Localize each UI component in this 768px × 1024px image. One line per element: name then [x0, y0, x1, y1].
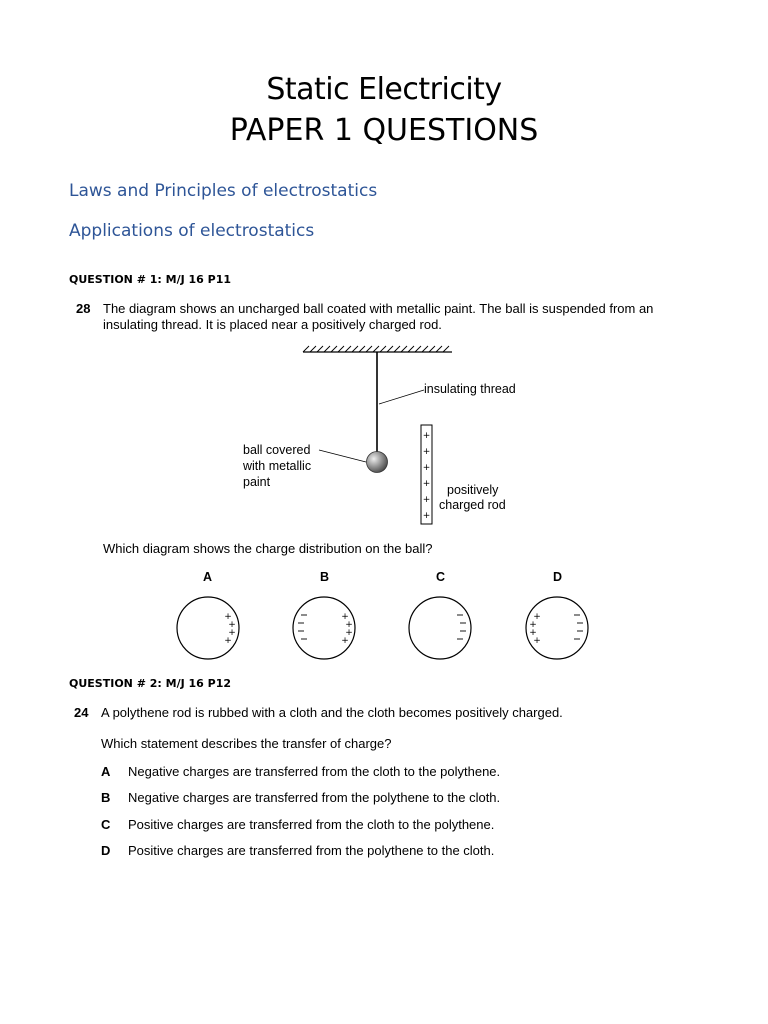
ball-leader-line — [319, 450, 366, 462]
svg-text:+: + — [529, 620, 537, 630]
choice-a-label[interactable]: A — [203, 570, 213, 584]
svg-text:+: + — [422, 511, 431, 521]
choice-c-label[interactable]: C — [436, 570, 446, 584]
ball-label-line3: paint — [243, 475, 271, 489]
question-2-text: A polythene rod is rubbed with a cloth and the cloth becomes positively charged. — [101, 705, 563, 720]
svg-text:+: + — [228, 620, 236, 630]
svg-text:+: + — [345, 620, 353, 630]
svg-text:+: + — [224, 612, 232, 622]
document-title: Static Electricity — [266, 72, 502, 107]
option-d-text[interactable]: Positive charges are transferred from the polythene to the cloth. — [128, 843, 495, 858]
option-a-diagram — [177, 597, 239, 659]
rod-label-line1: positively — [447, 483, 499, 497]
question-1-label: QUESTION # 1: M/J 16 P11 — [69, 273, 232, 286]
choice-d-label[interactable]: D — [553, 570, 563, 584]
question-1-number: 28 — [76, 301, 91, 316]
option-b-letter[interactable]: B — [101, 790, 111, 805]
thread-label: insulating thread — [424, 382, 516, 396]
option-a-text[interactable]: Negative charges are transferred from the cloth to the polythene. — [128, 764, 501, 779]
rod-label-line2: charged rod — [439, 498, 506, 512]
heading-applications[interactable]: Applications of electrostatics — [69, 221, 315, 241]
charged-rod — [421, 425, 432, 524]
svg-text:+: + — [341, 612, 349, 622]
option-d-diagram — [526, 597, 588, 659]
question-1-text-line1: The diagram shows an uncharged ball coated with metallic paint. The ball is suspended from an — [103, 301, 654, 316]
svg-text:+: + — [228, 628, 236, 638]
svg-text:+: + — [224, 636, 232, 646]
svg-text:+: + — [345, 628, 353, 638]
choice-b-label[interactable]: B — [320, 570, 330, 584]
heading-laws[interactable]: Laws and Principles of electrostatics — [69, 181, 378, 201]
option-b-diagram — [293, 597, 355, 659]
svg-text:+: + — [422, 495, 431, 505]
svg-text:+: + — [529, 628, 537, 638]
question-2-prompt: Which statement describes the transfer of charge? — [101, 736, 392, 751]
question-2-label: QUESTION # 2: M/J 16 P12 — [69, 677, 232, 690]
svg-text:+: + — [533, 612, 541, 622]
ball-label-line2: with metallic — [243, 459, 312, 473]
option-c-diagram — [409, 597, 471, 659]
option-b-text[interactable]: Negative charges are transferred from the polythene to the cloth. — [128, 790, 501, 805]
svg-text:+: + — [422, 479, 431, 489]
svg-text:+: + — [341, 636, 349, 646]
option-c-letter[interactable]: C — [101, 817, 111, 832]
ceiling-support — [303, 346, 452, 352]
question-2-number: 24 — [74, 705, 89, 720]
thread-leader-line — [379, 390, 424, 404]
svg-text:+: + — [422, 447, 431, 457]
option-d-letter[interactable]: D — [101, 843, 111, 858]
question-1-prompt: Which diagram shows the charge distribution on the ball? — [103, 541, 433, 556]
option-a-letter[interactable]: A — [101, 764, 111, 779]
question-1-text-line2: insulating thread. It is placed near a positively charged rod. — [103, 317, 442, 332]
document-subtitle: PAPER 1 QUESTIONS — [229, 113, 539, 148]
svg-text:+: + — [422, 463, 431, 473]
svg-text:+: + — [422, 431, 431, 441]
metallic-ball — [367, 452, 388, 473]
svg-text:+: + — [533, 636, 541, 646]
ball-label-line1: ball covered — [243, 443, 311, 457]
option-c-text[interactable]: Positive charges are transferred from the cloth to the polythene. — [128, 817, 495, 832]
